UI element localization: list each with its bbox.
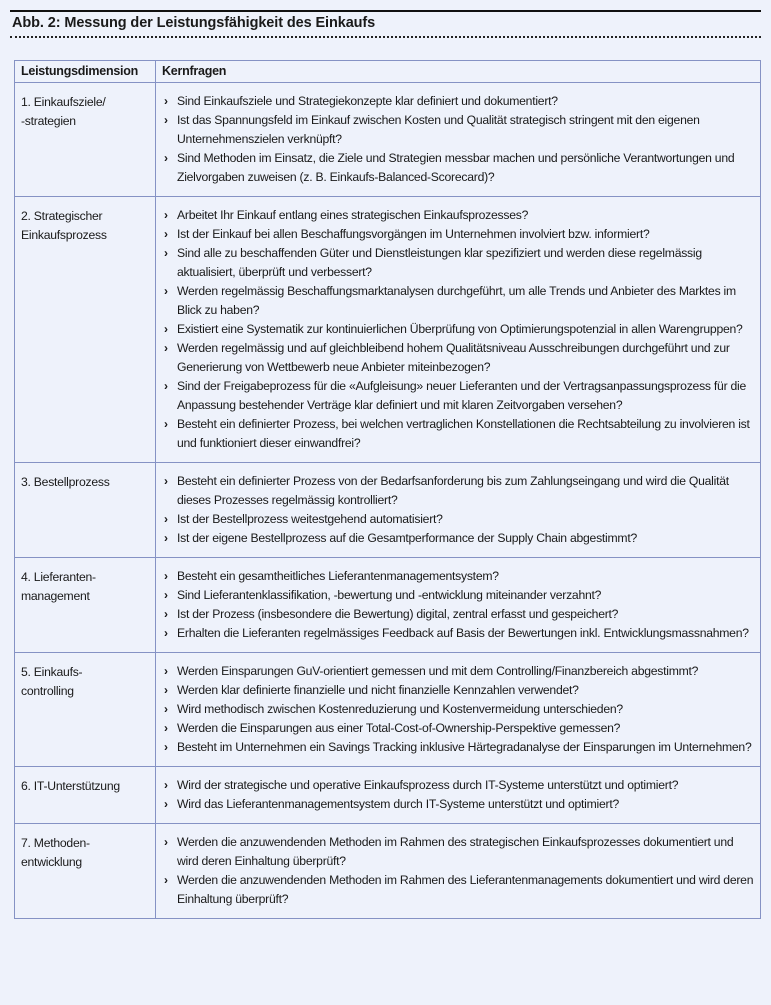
questions-cell [156, 197, 761, 463]
dimension-cell [15, 197, 156, 463]
chevron-right-icon: › [164, 721, 168, 735]
question-item [164, 339, 754, 377]
question-item [164, 206, 754, 225]
chevron-right-icon: › [164, 474, 168, 488]
dimension-label-line: 7. Methoden- [21, 836, 90, 850]
question-text: Ist der eigene Bestellprozess auf die Gesamtperformance der Supply Chain abgestimmt? [177, 531, 637, 545]
figure-title: Abb. 2: Messung der Leistungsfähigkeit des Einkaufs [12, 15, 376, 31]
table-row [15, 653, 761, 767]
question-item [164, 567, 754, 586]
question-item [164, 225, 754, 244]
question-text: Wird das Lieferantenmanagementsystem durch IT-Systeme unterstützt und optimiert? [177, 797, 619, 811]
table-header-row [15, 61, 761, 83]
question-text: Existiert eine Systematik zur kontinuierlichen Überprüfung von Optimierungspotenzial in allen Warengruppen? [177, 322, 743, 336]
question-text: Sind der Freigabeprozess für die «Aufgleisung» neuer Lieferanten und der Vertragsanpassungsprozess für die Anpassung bestehender Verträge klar definiert und mit klaren Zeitvorgaben versehen? [177, 379, 747, 412]
dimension-label-line: 5. Einkaufs- [21, 665, 83, 679]
table-row [15, 83, 761, 197]
question-item [164, 149, 754, 187]
chevron-right-icon: › [164, 588, 168, 602]
question-item [164, 776, 754, 795]
chevron-right-icon: › [164, 379, 168, 393]
question-text: Ist das Spannungsfeld im Einkauf zwischen Kosten und Qualität strategisch stringent mit den eigenen Unternehmenszielen verknüpft? [177, 113, 700, 146]
question-text: Ist der Einkauf bei allen Beschaffungsvorgängen im Unternehmen involviert bzw. informiert? [177, 227, 650, 241]
question-item [164, 282, 754, 320]
question-item [164, 244, 754, 282]
chevron-right-icon: › [164, 113, 168, 127]
chevron-right-icon: › [164, 683, 168, 697]
dimension-cell [15, 767, 156, 824]
header-dimension: Leistungsdimension [15, 61, 156, 83]
dimension-cell [15, 463, 156, 558]
question-text: Sind Lieferantenklassifikation, -bewertung und -entwicklung miteinander verzahnt? [177, 588, 602, 602]
chevron-right-icon: › [164, 702, 168, 716]
dimension-label-line: management [21, 589, 90, 603]
chevron-right-icon: › [164, 778, 168, 792]
questions-cell [156, 558, 761, 653]
question-item [164, 529, 754, 548]
questions-cell [156, 463, 761, 558]
chevron-right-icon: › [164, 512, 168, 526]
question-text: Werden klar definierte finanzielle und nicht finanzielle Kennzahlen verwendet? [177, 683, 579, 697]
question-text: Ist der Prozess (insbesondere die Bewertung) digital, zentral erfasst und gespeichert? [177, 607, 619, 621]
question-item [164, 871, 754, 909]
dimension-cell [15, 558, 156, 653]
dimension-label-line: Einkaufsprozess [21, 228, 107, 242]
chevron-right-icon: › [164, 322, 168, 336]
question-text: Sind Methoden im Einsatz, die Ziele und Strategien messbar machen und persönliche Verantwortungen und Zielvorgaben zuweisen (z. B. Einkaufs-Balanced-Scorecard)? [177, 151, 735, 184]
table-row [15, 558, 761, 653]
dimension-label-line: 1. Einkaufsziele/ [21, 95, 106, 109]
dotted-divider [10, 36, 761, 38]
table-row [15, 463, 761, 558]
question-text: Erhalten die Lieferanten regelmässiges Feedback auf Basis der Bewertungen inkl. Entwicklungsmassnahmen? [177, 626, 749, 640]
question-text: Werden die anzuwendenden Methoden im Rahmen des strategischen Einkaufsprozesses dokumentiert und wird deren Einhaltung überprüft? [177, 835, 734, 868]
chevron-right-icon: › [164, 531, 168, 545]
chevron-right-icon: › [164, 626, 168, 640]
dimension-label-line: controlling [21, 684, 74, 698]
question-item [164, 795, 754, 814]
question-text: Ist der Bestellprozess weitestgehend automatisiert? [177, 512, 443, 526]
question-item [164, 662, 754, 681]
chevron-right-icon: › [164, 246, 168, 260]
question-item [164, 320, 754, 339]
chevron-right-icon: › [164, 740, 168, 754]
questions-cell [156, 653, 761, 767]
question-item [164, 681, 754, 700]
chevron-right-icon: › [164, 284, 168, 298]
chevron-right-icon: › [164, 208, 168, 222]
chevron-right-icon: › [164, 227, 168, 241]
question-text: Werden regelmässig und auf gleichbleibend hohem Qualitätsniveau Ausschreibungen durchgeführt und zur Generierung von Wettbewerb neue Anbieter miteinbezogen? [177, 341, 730, 374]
question-item [164, 738, 754, 757]
table-row [15, 197, 761, 463]
question-text: Werden die Einsparungen aus einer Total-Cost-of-Ownership-Perspektive gemessen? [177, 721, 621, 735]
question-text: Arbeitet Ihr Einkauf entlang eines strategischen Einkaufsprozesses? [177, 208, 529, 222]
question-text: Sind alle zu beschaffenden Güter und Dienstleistungen klar spezifiziert und werden diese regelmässig aktualisiert, überprüft und verbessert? [177, 246, 702, 279]
question-item [164, 510, 754, 529]
header-questions: Kernfragen [156, 61, 761, 83]
question-item [164, 700, 754, 719]
chevron-right-icon: › [164, 417, 168, 431]
dimension-label-line: 4. Lieferanten- [21, 570, 96, 584]
questions-cell [156, 83, 761, 197]
question-text: Werden die anzuwendenden Methoden im Rahmen des Lieferantenmanagements dokumentiert und wird deren Einhaltung überprüft? [177, 873, 754, 906]
chevron-right-icon: › [164, 94, 168, 108]
table-row [15, 824, 761, 919]
question-item [164, 624, 754, 643]
chevron-right-icon: › [164, 835, 168, 849]
question-text: Wird der strategische und operative Einkaufsprozess durch IT-Systeme unterstützt und optimiert? [177, 778, 679, 792]
chevron-right-icon: › [164, 873, 168, 887]
question-item [164, 415, 754, 453]
questions-cell [156, 767, 761, 824]
dimension-label-line: -strategien [21, 114, 76, 128]
performance-table [14, 60, 761, 919]
dimension-cell [15, 83, 156, 197]
question-text: Werden regelmässig Beschaffungsmarktanalysen durchgeführt, um alle Trends und Anbieter des Marktes im Blick zu haben? [177, 284, 736, 317]
dimension-label-line: 3. Bestellprozess [21, 475, 110, 489]
question-item [164, 472, 754, 510]
chevron-right-icon: › [164, 341, 168, 355]
chevron-right-icon: › [164, 151, 168, 165]
question-text: Wird methodisch zwischen Kostenreduzierung und Kostenvermeidung unterschieden? [177, 702, 623, 716]
questions-cell [156, 824, 761, 919]
chevron-right-icon: › [164, 607, 168, 621]
question-text: Sind Einkaufsziele und Strategiekonzepte klar definiert und dokumentiert? [177, 94, 558, 108]
dimension-cell [15, 653, 156, 767]
question-item [164, 605, 754, 624]
question-text: Besteht ein definierter Prozess, bei welchen vertraglichen Konstellationen die Rechtsabteilung zu involvieren ist und funktioniert dieser einwandfrei? [177, 417, 750, 450]
chevron-right-icon: › [164, 664, 168, 678]
question-text: Werden Einsparungen GuV-orientiert gemessen und mit dem Controlling/Finanzbereich abgestimmt? [177, 664, 699, 678]
chevron-right-icon: › [164, 797, 168, 811]
question-item [164, 92, 754, 111]
dimension-cell [15, 824, 156, 919]
question-item [164, 719, 754, 738]
question-item [164, 377, 754, 415]
question-item [164, 833, 754, 871]
question-text: Besteht im Unternehmen ein Savings Tracking inklusive Härtegradanalyse der Einsparungen im Unternehmen? [177, 740, 752, 754]
question-item [164, 111, 754, 149]
dimension-label-line: 2. Strategischer [21, 209, 103, 223]
table-row [15, 767, 761, 824]
question-text: Besteht ein definierter Prozess von der Bedarfsanforderung bis zum Zahlungseingang und wird die Qualität dieses Prozesses regelmässig kontrolliert? [177, 474, 729, 507]
dimension-label-line: 6. IT-Unterstützung [21, 779, 120, 793]
question-item [164, 586, 754, 605]
dimension-label-line: entwicklung [21, 855, 82, 869]
title-rule [10, 10, 761, 12]
question-text: Besteht ein gesamtheitliches Lieferantenmanagementsystem? [177, 569, 499, 583]
chevron-right-icon: › [164, 569, 168, 583]
